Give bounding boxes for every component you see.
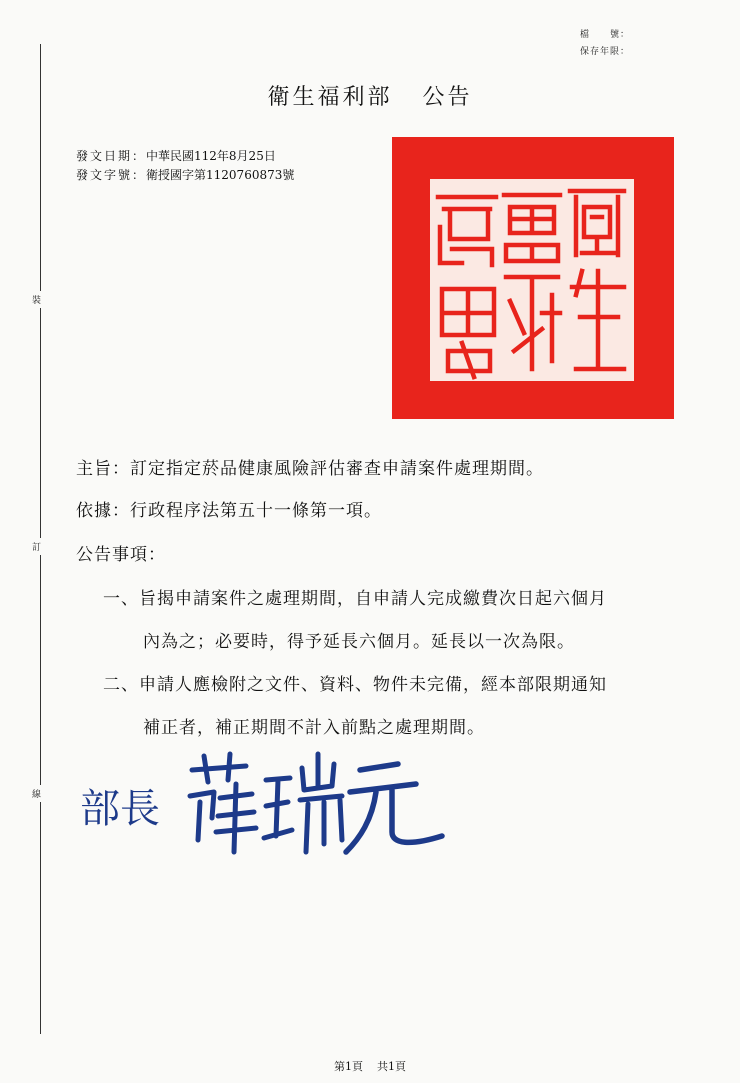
- document-meta: [76, 147, 294, 185]
- item-text-line-1: 旨揭申請案件之處理期間，自申請人完成繳費次日起六個月: [139, 589, 607, 609]
- date-label: 發文日期：: [76, 149, 147, 163]
- minister-signature-icon: [80, 740, 450, 860]
- item-text-line-2: 補正者，補正期間不計入前點之處理期間。: [143, 718, 485, 738]
- page-total: 共1頁: [377, 1060, 406, 1073]
- official-seal-icon: [392, 137, 674, 419]
- item-text-line-1: 申請人應檢附之文件、資料、物件未完備，經本部限期通知: [139, 675, 607, 695]
- item-number: 一、: [103, 589, 139, 609]
- archive-info: [580, 27, 630, 61]
- page-number: 第1頁: [334, 1060, 363, 1073]
- item-text-line-2: 內為之；必要時，得予延長六個月。延長以一次為限。: [143, 632, 575, 652]
- svg-text:部長: 部長: [80, 786, 160, 832]
- basis-text: 行政程序法第五十一條第一項。: [130, 501, 382, 521]
- document-title: [0, 80, 740, 111]
- item-number: 二、: [103, 675, 139, 695]
- number-row: [76, 166, 294, 185]
- date-row: [76, 147, 294, 166]
- subject-label: 主旨：: [76, 459, 130, 479]
- retention-label: 保存年限：: [579, 47, 630, 57]
- binding-mark-ding: 訂: [32, 538, 41, 555]
- date-value: 中華民國112年8月25日: [146, 149, 276, 163]
- notice-item-2: [103, 670, 607, 695]
- subject-text: 訂定指定菸品健康風險評估審查申請案件處理期間。: [130, 459, 544, 479]
- binding-mark-zhuang: 裝: [32, 291, 41, 308]
- notice-label: 公告事項：: [76, 545, 166, 565]
- basis-line: [76, 496, 382, 521]
- basis-label: 依據：: [76, 501, 130, 521]
- file-number-label: 檔 號：: [579, 30, 630, 40]
- notice-item-1: [103, 584, 607, 609]
- agency-name: 衛生福利部: [267, 85, 393, 110]
- number-label: 發文字號：: [76, 168, 147, 182]
- document-type: 公告: [422, 85, 473, 110]
- subject-line: [76, 454, 544, 479]
- number-value: 衛授國字第1120760873號: [146, 168, 295, 182]
- binding-mark-xian: 線: [32, 785, 41, 802]
- page-footer: [0, 1058, 740, 1074]
